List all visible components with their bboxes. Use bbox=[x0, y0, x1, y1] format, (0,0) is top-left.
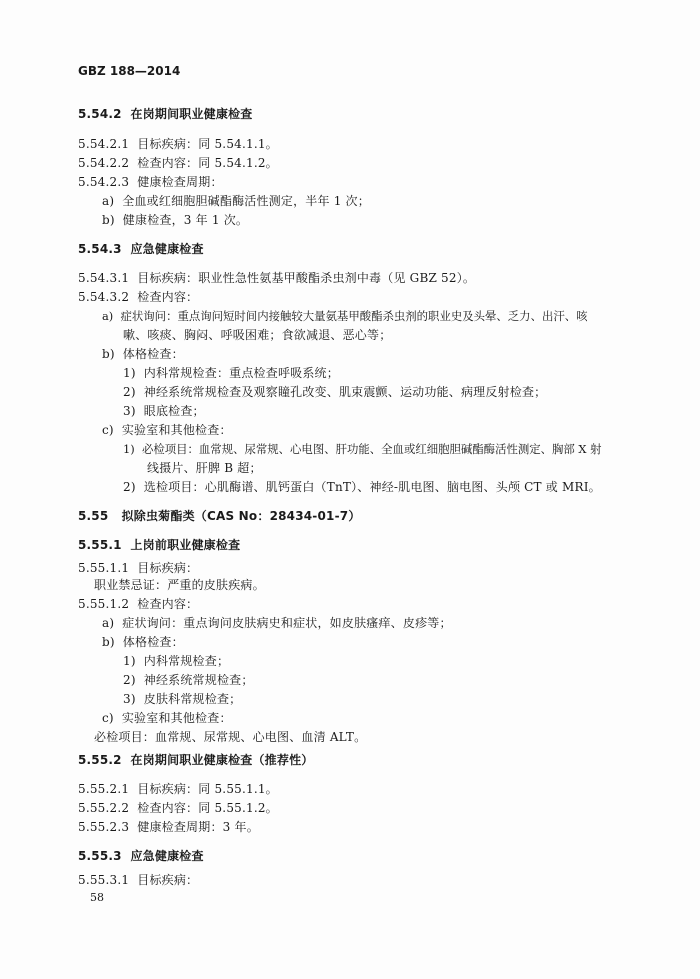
clause-line bbox=[78, 819, 259, 835]
paragraph bbox=[94, 577, 265, 593]
list-item bbox=[102, 634, 184, 650]
clause-text: 检查内容： bbox=[137, 290, 199, 304]
list-text: 线摄片、肝脾 B 超； bbox=[147, 461, 262, 475]
section-number: 5.55.3 bbox=[78, 849, 122, 863]
list-item bbox=[102, 308, 588, 324]
list-marker: 2) bbox=[123, 480, 136, 494]
list-text: 实验室和其他检查： bbox=[121, 423, 232, 437]
clause-text: 检查内容：同 5.55.1.2。 bbox=[137, 801, 278, 815]
list-marker: 3) bbox=[123, 692, 136, 706]
list-text: 必检项目：血常规、尿常规、心电图、肝功能、全血或红细胞胆碱酯酶活性测定、胸部 X 射 bbox=[141, 442, 602, 456]
clause-line bbox=[78, 289, 198, 305]
clause-line bbox=[78, 136, 278, 152]
list-continuation bbox=[123, 327, 391, 343]
clause-number: 5.54.2.2 bbox=[78, 156, 130, 170]
section-title: 在岗期间职业健康检查 bbox=[130, 107, 253, 121]
clause-number: 5.55.2.3 bbox=[78, 820, 130, 834]
section-number: 5.54.3 bbox=[78, 242, 122, 256]
section-number: 5.55 bbox=[78, 509, 109, 523]
list-item bbox=[102, 193, 370, 209]
sub-list-continuation bbox=[147, 460, 262, 476]
clause-line bbox=[78, 781, 278, 797]
sub-list-item bbox=[123, 441, 602, 457]
list-marker: c) bbox=[102, 423, 114, 437]
sub-list-item bbox=[123, 365, 339, 381]
sub-list-item bbox=[123, 672, 254, 688]
clause-number: 5.55.1.2 bbox=[78, 597, 130, 611]
list-marker: a) bbox=[102, 616, 115, 630]
list-item bbox=[102, 212, 248, 228]
clause-text: 检查内容： bbox=[137, 597, 199, 611]
list-marker: b) bbox=[102, 635, 115, 649]
section-heading bbox=[78, 241, 204, 257]
list-text: 症状询问：重点询问皮肤病史和症状，如皮肤瘙痒、皮疹等； bbox=[122, 616, 452, 630]
list-marker: 1) bbox=[123, 654, 136, 668]
section-title: 拟除虫菊酯类（CAS No：28434-01-7） bbox=[121, 509, 361, 523]
clause-number: 5.55.3.1 bbox=[78, 873, 130, 887]
list-marker: 2) bbox=[123, 385, 136, 399]
section-heading bbox=[78, 848, 204, 864]
list-text: 体格检查： bbox=[122, 635, 184, 649]
clause-text: 检查内容：同 5.54.1.2。 bbox=[137, 156, 278, 170]
standard-code-header: GBZ 188—2014 bbox=[78, 64, 181, 78]
list-text: 全血或红细胞胆碱酯酶活性测定，半年 1 次； bbox=[122, 194, 370, 208]
clause-number: 5.55.1.1 bbox=[78, 561, 130, 575]
list-marker: 2) bbox=[123, 673, 136, 687]
clause-text: 目标疾病：职业性急性氨基甲酸酯杀虫剂中毒（见 GBZ 52）。 bbox=[137, 271, 476, 285]
list-marker: b) bbox=[102, 213, 115, 227]
clause-line bbox=[78, 155, 278, 171]
clause-number: 5.54.3.2 bbox=[78, 290, 130, 304]
list-text: 症状询问：重点询问短时间内接触较大量氨基甲酸酯杀虫剂的职业史及头晕、乏力、出汗、咳 bbox=[120, 309, 588, 323]
clause-text: 目标疾病： bbox=[137, 873, 199, 887]
section-heading bbox=[78, 752, 314, 768]
clause-text: 健康检查周期：3 年。 bbox=[137, 820, 259, 834]
list-text: 内科常规检查； bbox=[143, 654, 230, 668]
section-number: 5.55.2 bbox=[78, 753, 122, 767]
list-marker: 3) bbox=[123, 404, 136, 418]
paragraph bbox=[94, 729, 366, 745]
section-heading bbox=[78, 106, 253, 122]
list-text: 健康检查，3 年 1 次。 bbox=[122, 213, 249, 227]
list-text: 神经系统常规检查； bbox=[143, 673, 254, 687]
list-item bbox=[102, 346, 184, 362]
list-text: 眼底检查； bbox=[143, 404, 205, 418]
clause-number: 5.54.3.1 bbox=[78, 271, 130, 285]
list-text: 皮肤科常规检查； bbox=[143, 692, 242, 706]
section-title: 应急健康检查 bbox=[130, 849, 204, 863]
list-marker: a) bbox=[102, 194, 115, 208]
clause-text: 目标疾病：同 5.55.1.1。 bbox=[137, 782, 278, 796]
sub-list-item bbox=[123, 691, 241, 707]
list-text: 选检项目：心肌酶谱、肌钙蛋白（TnT）、神经-肌电图、脑电图、头颅 CT 或 MRI。 bbox=[143, 480, 601, 494]
clause-text: 目标疾病： bbox=[137, 561, 199, 575]
list-marker: a) bbox=[102, 309, 114, 323]
chapter-heading bbox=[78, 508, 361, 524]
page-number: 58 bbox=[90, 891, 104, 904]
clause-number: 5.54.2.3 bbox=[78, 175, 130, 189]
section-number: 5.54.2 bbox=[78, 107, 122, 121]
list-text: 神经系统常规检查及观察瞳孔改变、肌束震颤、运动功能、病理反射检查； bbox=[143, 385, 547, 399]
section-heading bbox=[78, 537, 240, 553]
sub-list-item bbox=[123, 653, 229, 669]
section-title: 上岗前职业健康检查 bbox=[130, 538, 241, 552]
list-text: 内科常规检查：重点检查呼吸系统； bbox=[143, 366, 339, 380]
clause-number: 5.54.2.1 bbox=[78, 137, 130, 151]
sub-list-item bbox=[123, 403, 205, 419]
section-title: 应急健康检查 bbox=[130, 242, 204, 256]
paragraph-text: 必检项目：血常规、尿常规、心电图、血清 ALT。 bbox=[94, 730, 367, 744]
list-text: 嗽、咳痰、胸闷、呼吸困难；食欲减退、恶心等； bbox=[123, 328, 392, 342]
list-text: 实验室和其他检查： bbox=[121, 711, 232, 725]
clause-line bbox=[78, 596, 198, 612]
clause-number: 5.55.2.1 bbox=[78, 782, 130, 796]
clause-line bbox=[78, 560, 198, 576]
clause-number: 5.55.2.2 bbox=[78, 801, 130, 815]
clause-text: 目标疾病：同 5.54.1.1。 bbox=[137, 137, 278, 151]
list-marker: 1) bbox=[123, 442, 135, 456]
clause-line bbox=[78, 800, 278, 816]
section-title: 在岗期间职业健康检查（推荐性） bbox=[130, 753, 314, 767]
list-text: 体格检查： bbox=[122, 347, 184, 361]
list-marker: b) bbox=[102, 347, 115, 361]
list-item bbox=[102, 422, 232, 438]
clause-line bbox=[78, 174, 223, 190]
sub-list-item bbox=[123, 479, 601, 495]
paragraph-text: 职业禁忌证：严重的皮肤疾病。 bbox=[94, 578, 265, 592]
clause-line bbox=[78, 270, 475, 286]
clause-text: 健康检查周期： bbox=[137, 175, 223, 189]
section-number: 5.55.1 bbox=[78, 538, 122, 552]
list-marker: 1) bbox=[123, 366, 136, 380]
list-marker: c) bbox=[102, 711, 114, 725]
list-item bbox=[102, 710, 232, 726]
sub-list-item bbox=[123, 384, 546, 400]
list-item bbox=[102, 615, 452, 631]
clause-line bbox=[78, 872, 198, 888]
